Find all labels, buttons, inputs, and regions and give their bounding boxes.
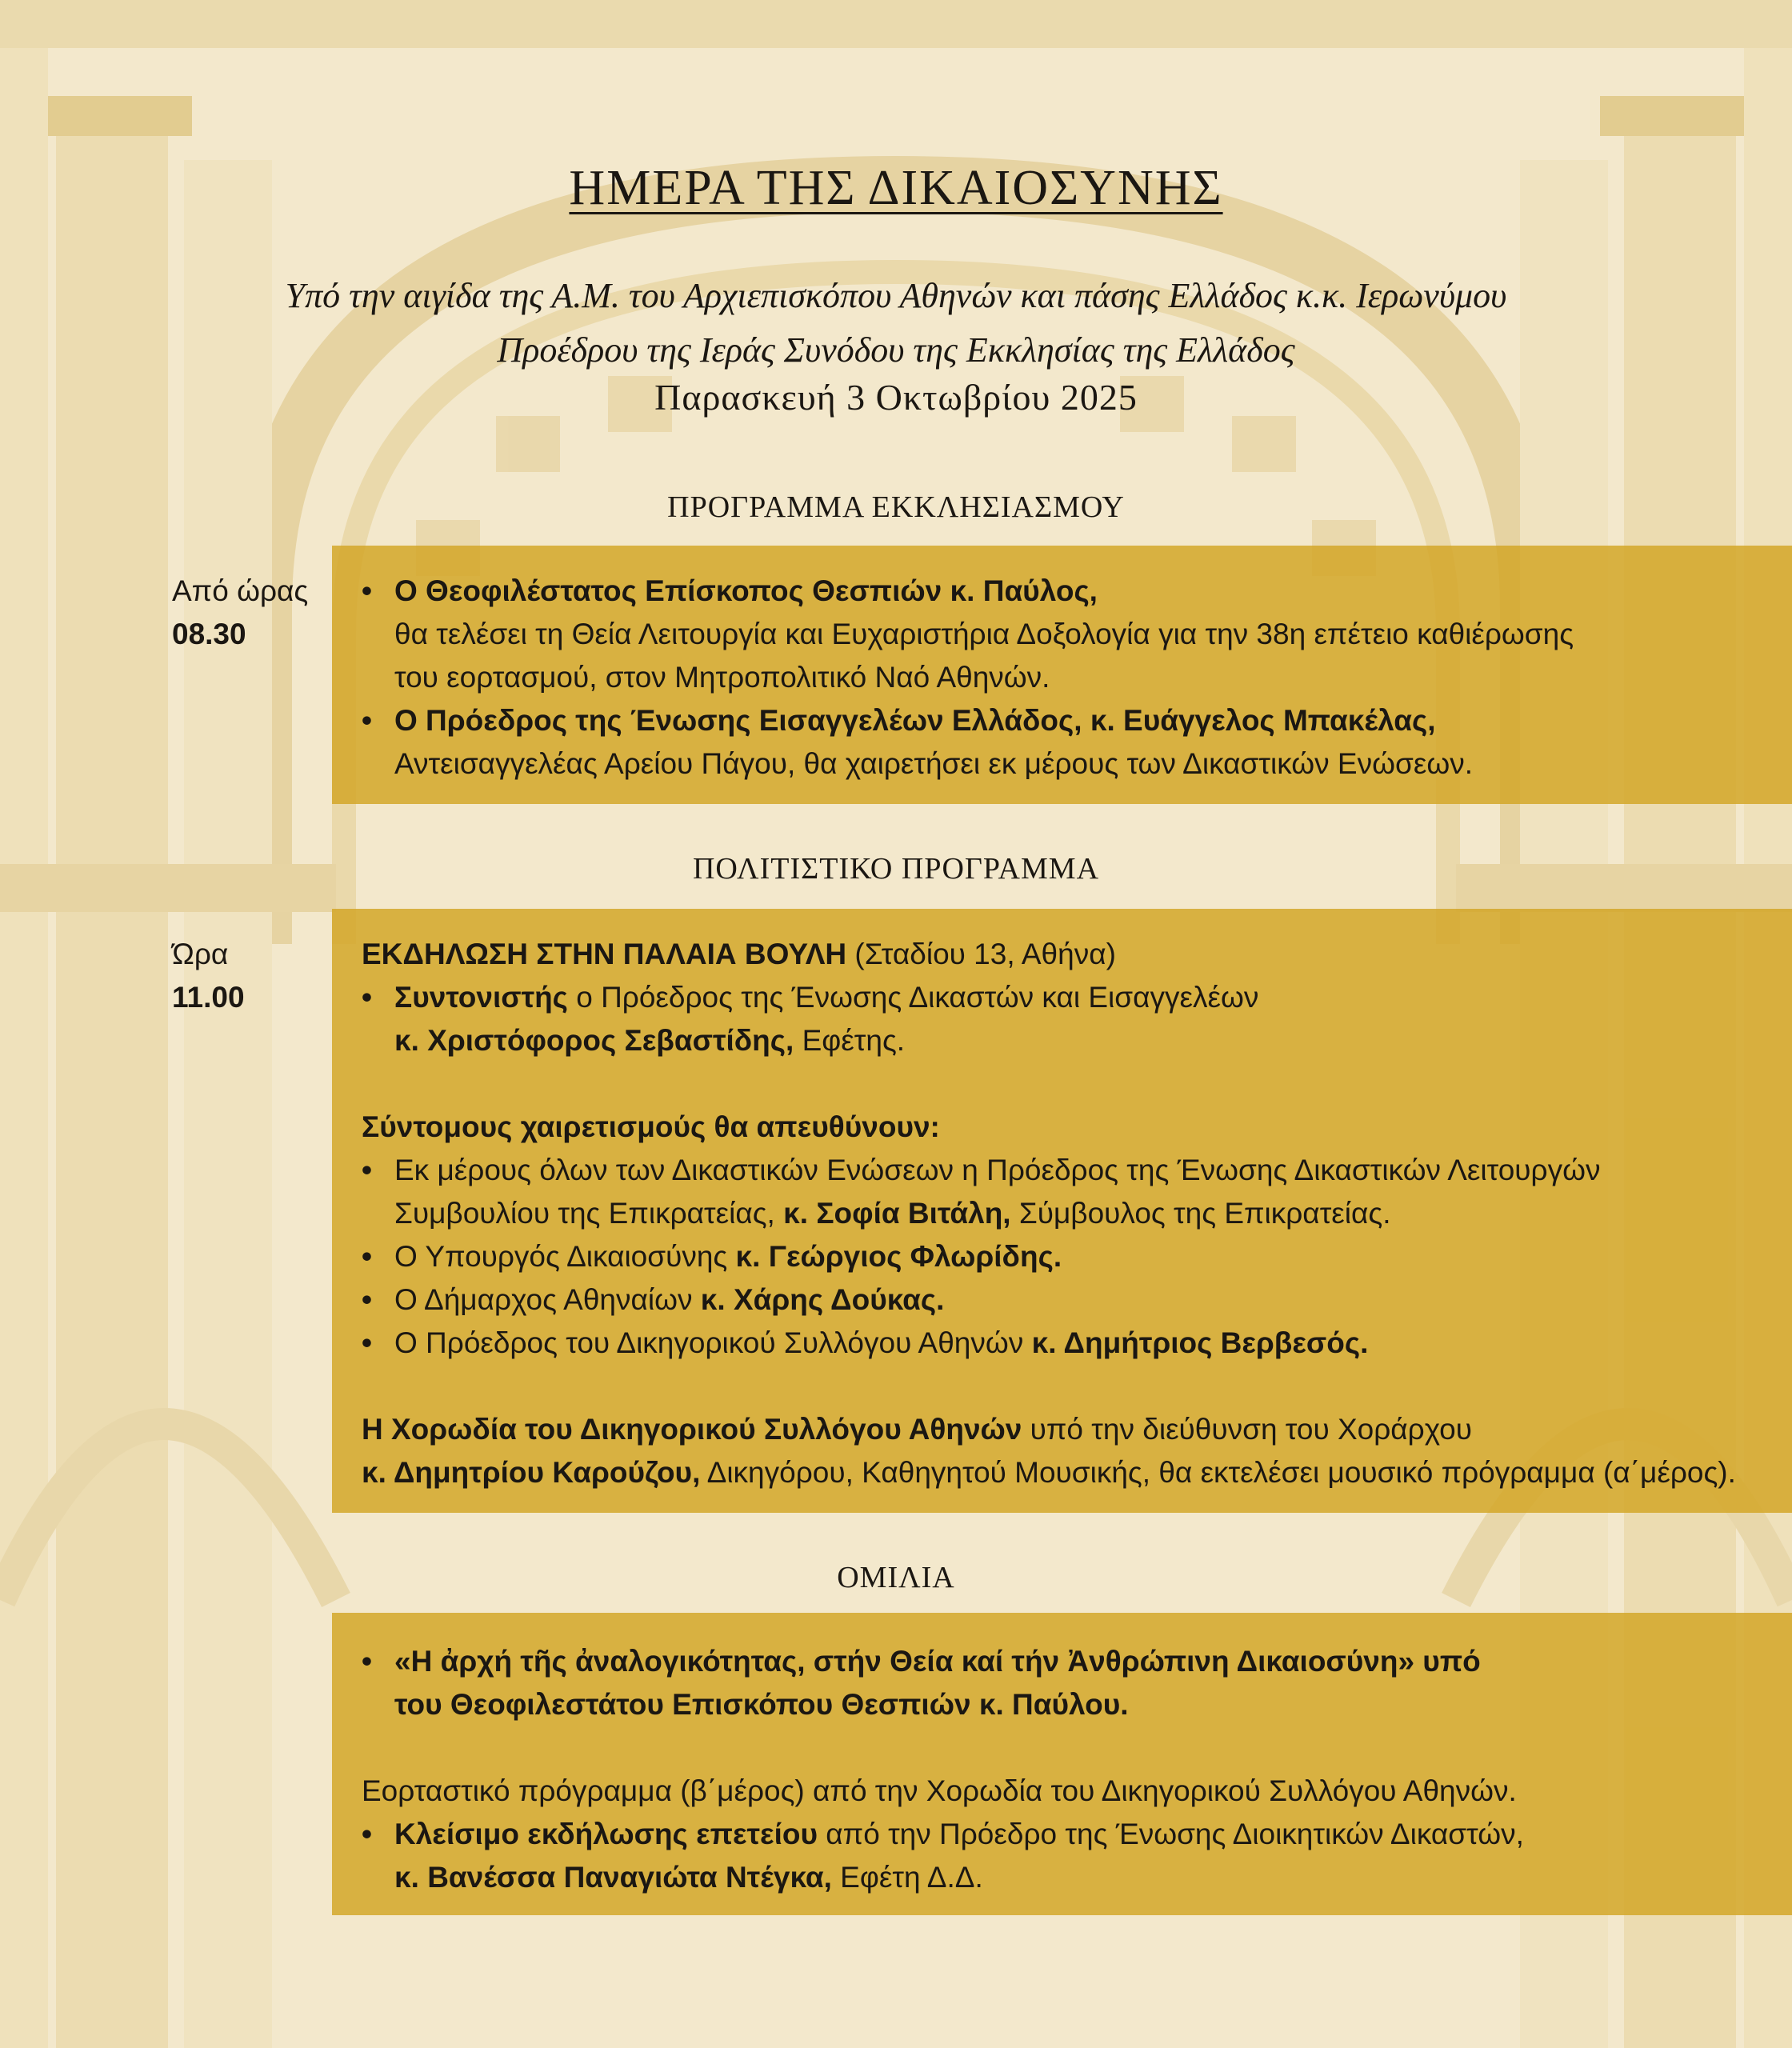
list-item: • Κλείσιμο εκδήλωσης επετείου από την Πρόεδρο της Ένωσης Διοικητικών Δικαστών, (362, 1813, 1524, 1856)
list-item: • Ο Δήμαρχος Αθηναίων κ. Χάρης Δούκας. (362, 1278, 1736, 1322)
greetings-heading: Σύντομους χαιρετισμούς θα απευθύνουν: (362, 1110, 940, 1143)
list-item: • Ο Πρόεδρος της Ένωσης Εισαγγελέων Ελλάδος, κ. Ευάγγελος Μπακέλας, (362, 699, 1574, 742)
church-time (172, 570, 308, 656)
cultural-program-list: ΕΚΔΗΛΩΣΗ ΣΤΗΝ ΠΑΛΑΙΑ ΒΟΥΛΗ (Σταδίου 13, Αθήνα) • Συντονιστής ο Πρόεδρος της Ένωσης Δικαστών και Εισαγγελέων κ. Χριστόφορος Σεβαστίδης, Εφέτης. Σύντομους χαιρετισμούς θα απευθύνουν: • Εκ μέρους όλων των Δικαστικών Ενώσεων η Πρόεδρος της Ένωσης Δικαστικών Λειτουργών Συμβουλίου της Επικρατείας, κ. Σοφία Βιτάλη, Σύμβουλος της Επικρατείας. • Ο Υπουργός Δικαιοσύνης κ. Γεώργιος Φλωρίδης. • Ο Δήμαρχος Αθηναίων κ. Χάρης Δούκας. • Ο Πρόεδρος του Δικηγορικού Συλλόγου Αθηνών κ. Δημήτριος Βερβεσός. Η Χορωδία του Δικηγορικού Συλλόγου Αθηνών υπό την διεύθυνση του Χοράρχου κ. Δημητρίου Καρούζου, Δικηγόρου, Καθηγητού Μουσικής, θα εκτελέσει μουσικό πρόγραμμα (α΄μέρος). (362, 933, 1736, 1494)
church-time-value: 08.30 (172, 618, 246, 650)
cultural-time-label: Ώρα (172, 938, 229, 970)
page-title: ΗΜΕΡΑ ΤΗΣ ΔΙΚΑΙΟΣΥΝΗΣ (569, 161, 1223, 215)
patronage-line-2: Προέδρου της Ιεράς Συνόδου της Εκκλησίας της Ελλάδος (497, 330, 1295, 370)
list-item: • Εκ μέρους όλων των Δικαστικών Ενώσεων η Πρόεδρος της Ένωσης Δικαστικών Λειτουργών (362, 1149, 1736, 1192)
cultural-time (172, 933, 245, 1019)
list-item: • Ο Υπουργός Δικαιοσύνης κ. Γεώργιος Φλωρίδης. (362, 1235, 1736, 1278)
list-item: • «Η ἀρχή τῆς ἀναλογικότητας, στήν Θεία καί τήν Ἀνθρώπινη Δικαιοσύνη» υπό (362, 1640, 1524, 1683)
music-line: Εορταστικό πρόγραμμα (β΄μέρος) από την Χορωδία του Δικηγορικού Συλλόγου Αθηνών. (362, 1774, 1517, 1807)
speech-list: • «Η ἀρχή τῆς ἀναλογικότητας, στήν Θεία καί τήν Ἀνθρώπινη Δικαιοσύνη» υπό του Θεοφιλεστάτου Επισκόπου Θεσπιών κ. Παύλου. Εορταστικό πρόγραμμα (β΄μέρος) από την Χορωδία του Δικηγορικού Συλλόγου Αθηνών. • Κλείσιμο εκδήλωσης επετείου από την Πρόεδρο της Ένωσης Διοικητικών Δικαστών, κ. Βανέσσα Παναγιώτα Ντέγκα, Εφέτη Δ.Δ. (362, 1640, 1524, 1899)
church-program-heading: ΠΡΟΓΡΑΜΜΑ ΕΚΚΛΗΣΙΑΣΜΟΥ (667, 490, 1125, 524)
event-venue: ΕΚΔΗΛΩΣΗ ΣΤΗΝ ΠΑΛΑΙΑ ΒΟΥΛΗ (Σταδίου 13, Αθήνα) (362, 938, 1116, 970)
patronage-line-1: Υπό την αιγίδα της Α.Μ. του Αρχιεπισκόπου Αθηνών και πάσης Ελλάδος κ.κ. Ιερωνύμου (285, 276, 1507, 315)
church-program-list: • Ο Θεοφιλέστατος Επίσκοπος Θεσπιών κ. Παύλος, θα τελέσει τη Θεία Λειτουργία και Ευχαριστήρια Δοξολογία για την 38η επέτειο καθιέρωσης του εορτασμού, στον Μητροπολιτικό Ναό Αθηνών. • Ο Πρόεδρος της Ένωσης Εισαγγελέων Ελλάδος, κ. Ευάγγελος Μπακέλας, Αντεισαγγελέας Αρείου Πάγου, θα χαιρετήσει εκ μέρους των Δικαστικών Ενώσεων. (362, 570, 1574, 786)
speech-heading: ΟΜΙΛΙΑ (837, 1561, 955, 1594)
cultural-program-heading: ΠΟΛΙΤΙΣΤΙΚΟ ΠΡΟΓΡΑΜΜΑ (692, 852, 1100, 886)
choir-line-2: κ. Δημητρίου Καρούζου, Δικηγόρου, Καθηγητού Μουσικής, θα εκτελέσει μουσικό πρόγραμμα (α΄μέρος). (362, 1456, 1736, 1489)
event-date: Παρασκευή 3 Οκτωβρίου 2025 (654, 377, 1138, 418)
choir-line-1: Η Χορωδία του Δικηγορικού Συλλόγου Αθηνών υπό την διεύθυνση του Χοράρχου (362, 1413, 1472, 1446)
list-item: • Συντονιστής ο Πρόεδρος της Ένωσης Δικαστών και Εισαγγελέων (362, 976, 1736, 1019)
church-time-label: Από ώρας (172, 574, 309, 607)
list-item: • Ο Θεοφιλέστατος Επίσκοπος Θεσπιών κ. Παύλος, (362, 570, 1574, 613)
list-item: • Ο Πρόεδρος του Δικηγορικού Συλλόγου Αθηνών κ. Δημήτριος Βερβεσός. (362, 1322, 1736, 1365)
cultural-time-value: 11.00 (172, 981, 245, 1014)
